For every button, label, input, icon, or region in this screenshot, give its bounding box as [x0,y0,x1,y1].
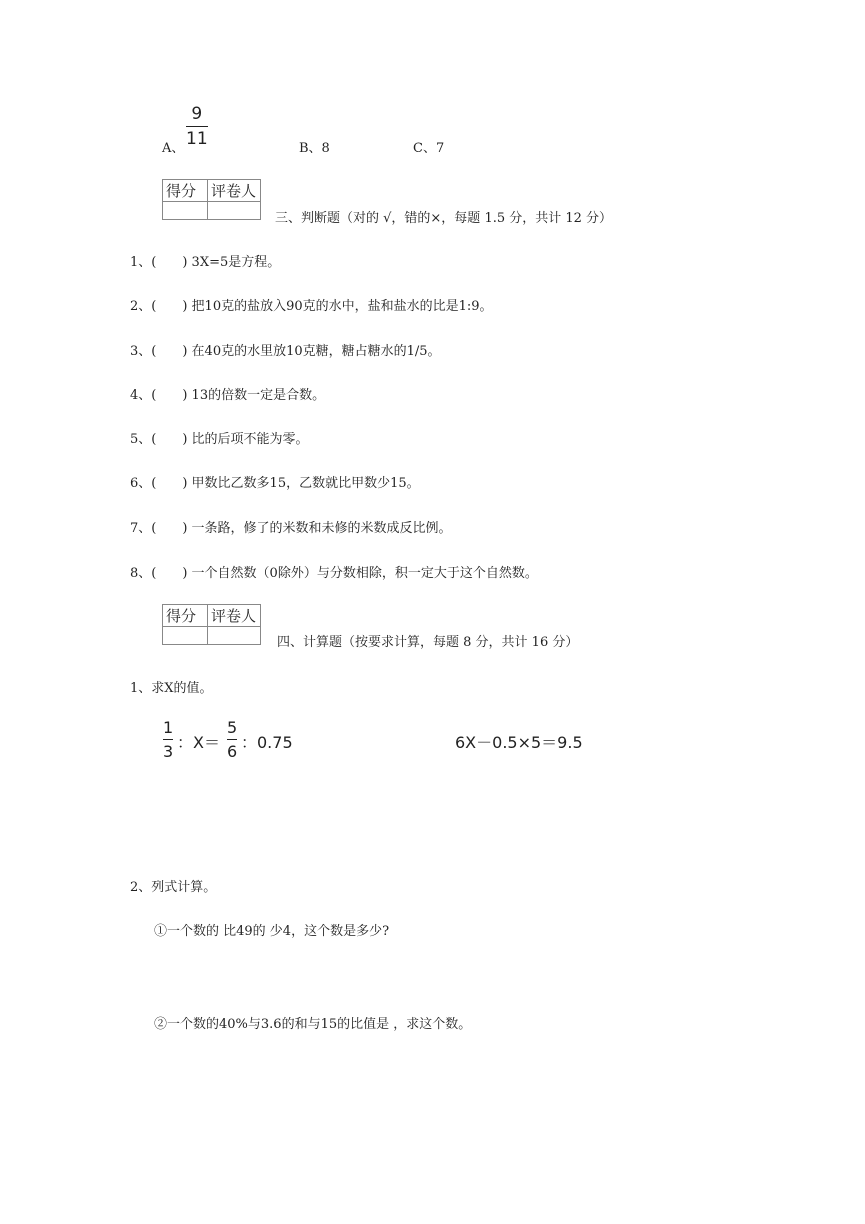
choice-a-fraction [186,104,208,149]
grader-label: 评卷人 [208,605,261,627]
eq2: 6X－0.5×5＝9.5 [455,733,583,752]
judge-item-3: 3、( ) 在40克的水里放10克糖，糖占糖水的1/5。 [130,344,441,359]
score-cell [163,627,208,645]
fraction-denominator: 3 [163,742,174,761]
choice-c: C、7 [413,141,445,156]
grader-cell [208,202,261,220]
judge-item-6: 6、( ) 甲数比乙数多15，乙数就比甲数少15。 [130,476,420,491]
fraction-denominator: 11 [186,129,208,149]
fraction-denominator: 6 [227,742,238,761]
judge-item-1: 1、( ) 3X=5是方程。 [130,255,281,270]
judge-item-2: 2、( ) 把10克的盐放入90克的水中，盐和盐水的比是1:9。 [130,299,493,314]
judge-item-7: 7、( ) 一条路，修了的米数和未修的米数成反比例。 [130,521,452,536]
eq1-middle: ：X＝ [177,733,220,752]
section3-title: 三、判断题（对的 √，错的×，每题 1.5 分，共计 12 分） [275,211,613,226]
score-box-section3 [162,179,261,220]
fraction-bar [163,739,173,740]
fraction-numerator: 9 [191,104,203,124]
choice-b: B、8 [299,141,330,156]
grader-label: 评卷人 [208,180,261,202]
judge-item-8: 8、( ) 一个自然数（0除外）与分数相除，积一定大于这个自然数。 [130,566,538,581]
score-label: 得分 [163,605,208,627]
score-cell [163,202,208,220]
calc-sub-2: ②一个数的40%与3.6的和与15的比值是 ，求这个数。 [154,1017,472,1032]
calc-question-1: 1、求X的值。 [130,681,213,696]
eq1-fraction-1 [163,718,173,761]
fraction-numerator: 1 [163,718,174,737]
section4-title: 四、计算题（按要求计算，每题 8 分，共计 16 分） [277,635,579,650]
calc-question-2: 2、列式计算。 [130,880,217,895]
score-label: 得分 [163,180,208,202]
calc-sub-1: ①一个数的 比49的 少4，这个数是多少? [154,924,390,939]
judge-item-5: 5、( ) 比的后项不能为零。 [130,432,309,447]
fraction-bar [186,126,208,127]
eq1-tail: ：0.75 [241,733,293,752]
grader-cell [208,627,261,645]
choice-a-label: A、 [162,141,185,156]
score-box-section4 [162,604,261,645]
eq1-fraction-2 [227,718,237,761]
fraction-numerator: 5 [227,718,238,737]
judge-item-4: 4、( ) 13的倍数一定是合数。 [130,388,326,403]
fraction-bar [227,739,237,740]
